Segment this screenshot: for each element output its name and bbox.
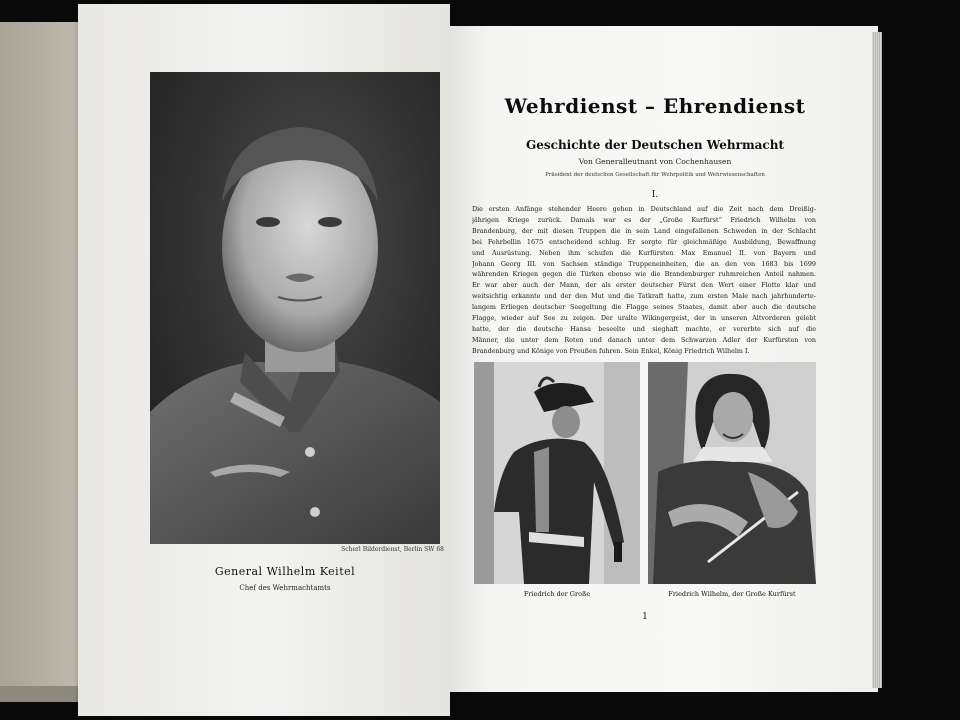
portrait-caption-name: General Wilhelm Keitel	[214, 565, 356, 578]
body-line: währenden Kriegen gegen die Türken ebenso wie die Brandenburger ruhmreichen Anteil nahmen.	[472, 270, 816, 279]
body-line: Flagge, wieder auf See zu zeigen. Der uralte Wikingergeist, der in unseren Altvorderen gelebt	[472, 314, 816, 323]
body-line: Er war aber auch der Mann, der als erster deutscher Fürst den Wert einer Flotte klar und	[472, 281, 816, 290]
body-line: Die ersten Anfänge stehender Heere gehen in Deutschland auf die Zeit nach dem Dreißig-	[472, 205, 816, 213]
body-line: Johann Georg III. von Sachsen ständige Truppeneinheiten, die an den von 1683 bis 1699	[472, 259, 816, 268]
body-line: Brandenburg und Könige von Preußen fuhren. Sein Enkel, König Friedrich Wilhelm I.	[472, 346, 750, 355]
author-affiliation: Präsident der deutschen Gesellschaft für Wehrpolitik und Wehrwissenschaften	[545, 172, 765, 178]
body-line: bei Fehrbellin 1675 entscheidend schlug. Er sorgte für gleichmäßige Ausbildung, Bewaffnung	[472, 237, 816, 246]
body-line: langem Erliegen deutscher Seegeltung die Flagge seines Staates, damit aber auch die deutsche	[472, 303, 816, 312]
article-body	[472, 204, 816, 357]
article-byline: Von Generalleutnant von Cochenhausen	[578, 157, 732, 166]
page-number: 1	[642, 612, 648, 622]
body-line: jährigen Kriege zurück. Damals war es der „Große Kurfürst“ Friedrich Wilhelm von	[472, 215, 816, 224]
photo-credit: Scherl Bilderdienst, Berlin SW 68	[341, 546, 444, 553]
article-subtitle: Geschichte der Deutschen Wehrmacht	[526, 138, 784, 152]
body-line: hatte, der die deutsche Hansa beseelte und sieghaft machte, er vererbte sich auf die	[472, 324, 816, 333]
body-line: Männer, die unter dem Roten und danach unter dem Schwarzen Adler der Kurfürsten von	[472, 335, 816, 344]
portrait-caption-role: Chef des Wehrmachtamts	[239, 584, 331, 592]
article-title: Wehrdienst – Ehrendienst	[504, 94, 806, 118]
image-caption-right: Friedrich Wilhelm, der Große Kurfürst	[668, 590, 796, 598]
friedrich-der-grosse-engraving	[474, 362, 640, 584]
body-line: und Ausrüstung. Neben ihm schufen die Kurfürsten Max Emanuel II. von Bayern und	[472, 248, 816, 257]
image-caption-left: Friedrich der Große	[523, 590, 591, 598]
page-stack-edge	[872, 32, 882, 688]
grosse-kurfuerst-engraving	[648, 362, 816, 584]
body-line: weitsichtig erkannte und der den Mut und die Tatkraft hatte, zum ersten Male nach jahrhunderte-	[472, 292, 816, 301]
body-line: Brandenburg, der mit diesen Truppen die in sein Land eingefallenen Schweden in der Schlacht	[472, 226, 816, 235]
general-portrait-photo	[150, 72, 440, 544]
section-number: I.	[651, 190, 659, 200]
